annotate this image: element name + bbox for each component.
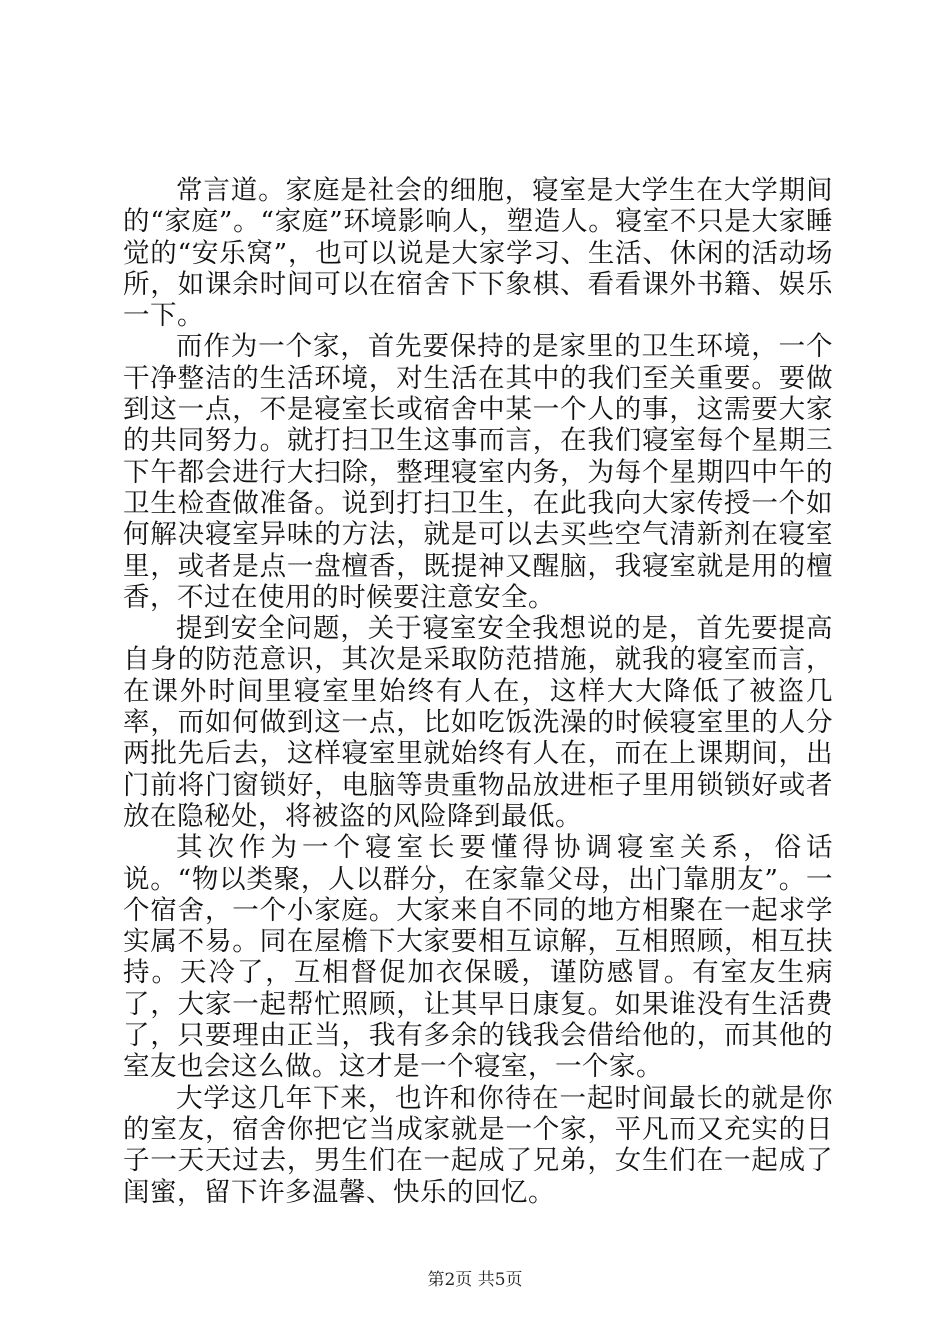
page-number-footer: 第2页 共5页 bbox=[427, 1270, 523, 1290]
paragraph-4: 其次作为一个寝室长要懂得协调寝室关系，俗话说。“物以类聚，人以群分，在家靠父母，出门靠朋友”。一个宿舍，一个小家庭。大家来自不同的地方相聚在一起求学实属不易。同在屋檐下大家要相互谅解，互相照顾，相互扶持。天冷了，互相督促加衣保暖，谨防感冒。有室友生病了，大家一起帮忙照顾，让其早日康复。如果谁没有生活费了，只要理由正当，我有多余的钱我会借给他的，而其他的室友也会这么做。这才是一个寝室，一个家。 bbox=[123, 832, 833, 1083]
paragraph-5: 大学这几年下来，也许和你待在一起时间最长的就是你的室友，宿舍你把它当成家就是一个家，平凡而又充实的日子一天天过去，男生们在一起成了兄弟，女生们在一起成了闺蜜，留下许多温馨、快乐的回忆。 bbox=[123, 1082, 833, 1208]
document-body bbox=[123, 175, 833, 1208]
paragraph-3: 提到安全问题，关于寝室安全我想说的是，首先要提高自身的防范意识，其次是采取防范措施，就我的寝室而言，在课外时间里寝室里始终有人在，这样大大降低了被盗几率，而如何做到这一点，比如吃饭洗澡的时候寝室里的人分两批先后去，这样寝室里就始终有人在，而在上课期间，出门前将门窗锁好，电脑等贵重物品放进柜子里用锁锁好或者放在隐秘处，将被盗的风险降到最低。 bbox=[123, 613, 833, 832]
paragraph-1: 常言道。家庭是社会的细胞，寝室是大学生在大学期间的“家庭”。“家庭”环境影响人，塑造人。寝室不只是大家睡觉的“安乐窝”，也可以说是大家学习、生活、休闲的活动场所，如课余时间可以在宿舍下下象棋、看看课外书籍、娱乐一下。 bbox=[123, 175, 833, 332]
paragraph-2: 而作为一个家，首先要保持的是家里的卫生环境，一个干净整洁的生活环境，对生活在其中的我们至关重要。要做到这一点，不是寝室长或宿舍中某一个人的事，这需要大家的共同努力。就打扫卫生这事而言，在我们寝室每个星期三下午都会进行大扫除，整理寝室内务，为每个星期四中午的卫生检查做准备。说到打扫卫生，在此我向大家传授一个如何解决寝室异味的方法，就是可以去买些空气清新剂在寝室里，或者是点一盘檀香，既提神又醒脑，我寝室就是用的檀香，不过在使用的时候要注意安全。 bbox=[123, 331, 833, 613]
